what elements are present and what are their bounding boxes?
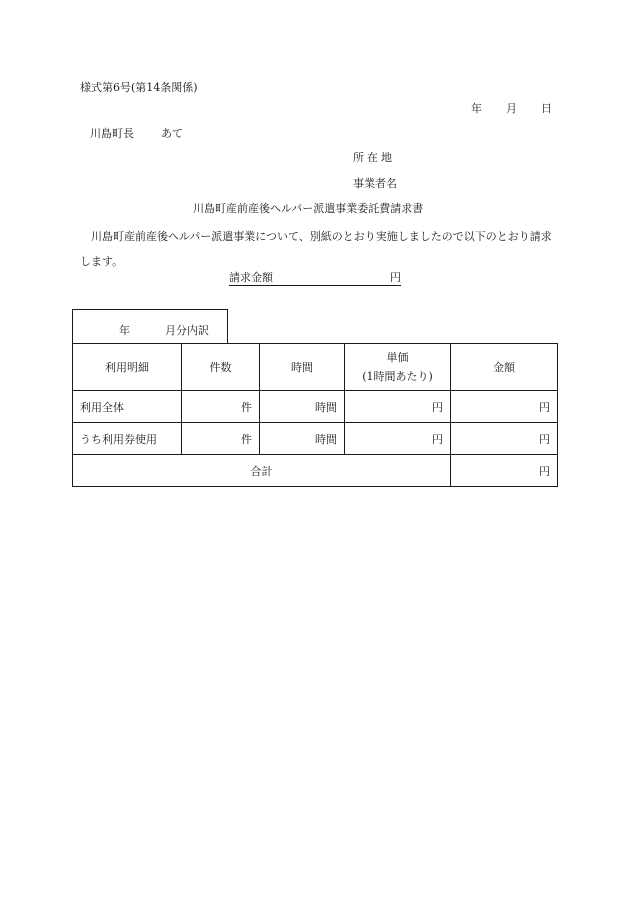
date-year-label: 年: [471, 102, 482, 115]
header-unit-price-sub: (1時間あたり): [362, 370, 433, 383]
billing-amount-label: 請求金額: [229, 271, 273, 284]
header-count: 件数: [182, 344, 260, 391]
row-price-cell[interactable]: 円: [345, 391, 451, 423]
header-unit-price-main: 単価: [386, 351, 409, 364]
monthly-breakdown-box: [72, 309, 228, 343]
usage-detail-table: [72, 343, 558, 487]
header-hours: 時間: [260, 344, 345, 391]
row-item: 利用全体: [73, 391, 182, 423]
total-amount-cell[interactable]: 円: [451, 455, 558, 487]
billing-amount-line: [229, 272, 401, 286]
header-item: 利用明細: [73, 344, 182, 391]
table-header-row: [73, 344, 558, 391]
table-total-row: [73, 455, 558, 487]
row-amount-cell[interactable]: 円: [451, 423, 558, 455]
form-number: 様式第6号(第14条関係): [80, 81, 198, 94]
document-title: 川島町産前産後ヘルパー派遣事業委託費請求書: [193, 202, 424, 215]
billing-amount-unit: 円: [390, 271, 401, 284]
table-row: [73, 391, 558, 423]
body-text: 川島町産前産後ヘルパー派遣事業について、別紙のとおり実施しましたので以下のとおり請求します。: [80, 230, 552, 268]
total-label: 合計: [73, 455, 451, 487]
row-hours-cell[interactable]: 時間: [260, 391, 345, 423]
row-amount-cell[interactable]: 円: [451, 391, 558, 423]
header-unit-price: [345, 344, 451, 391]
recipient-name: 川島町長: [90, 127, 134, 140]
date-month-label: 月: [506, 102, 517, 115]
row-count-cell[interactable]: 件: [182, 423, 260, 455]
breakdown-year-label: 年: [119, 324, 130, 337]
row-count-cell[interactable]: 件: [182, 391, 260, 423]
business-name-label: 事業者名: [353, 177, 397, 190]
row-price-cell[interactable]: 円: [345, 423, 451, 455]
row-item: うち利用券使用: [73, 423, 182, 455]
date-day-label: 日: [541, 102, 552, 115]
recipient-suffix: あて: [161, 127, 183, 140]
header-amount: 金額: [451, 344, 558, 391]
table-row: [73, 423, 558, 455]
breakdown-month-label: 月分内訳: [165, 324, 209, 337]
row-hours-cell[interactable]: 時間: [260, 423, 345, 455]
location-label: 所在地: [353, 151, 395, 164]
